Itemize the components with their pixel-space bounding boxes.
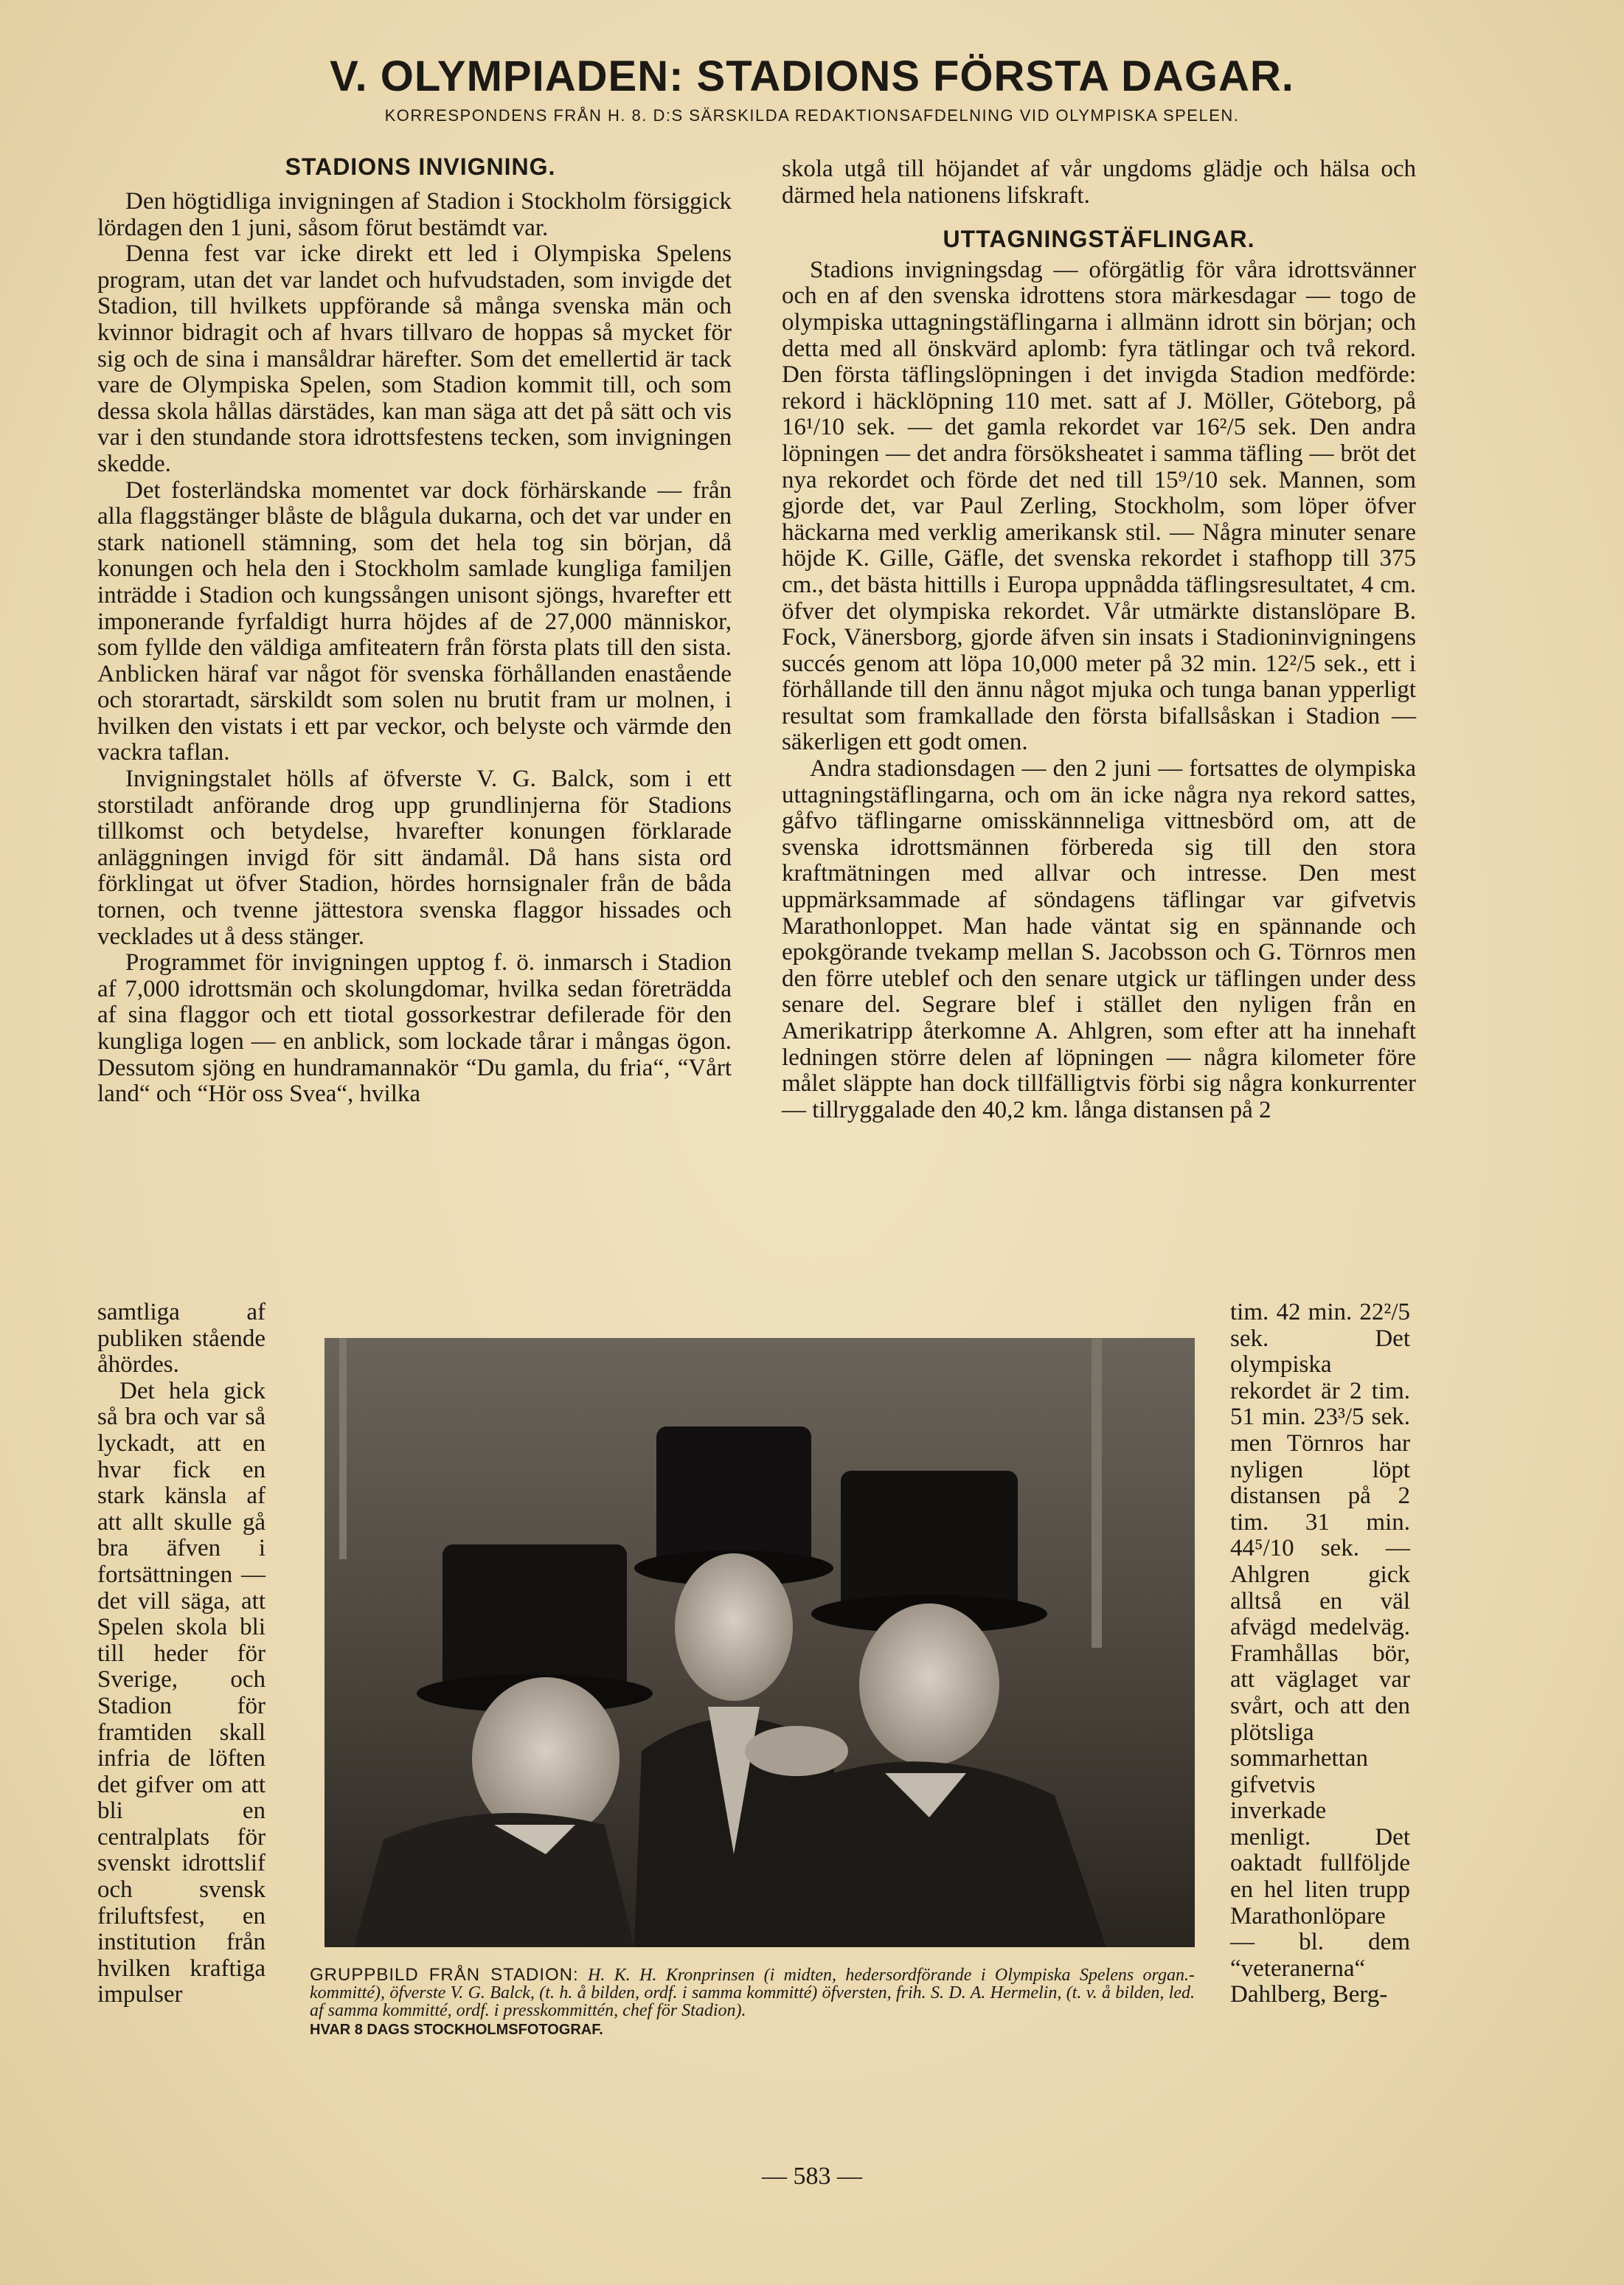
section-heading-uttagning: UTTAGNINGSTÄFLINGAR. [943,226,1255,253]
photo-caption [310,1966,1195,2039]
paragraph: Programmet för invigningen upptog f. ö. inmarsch i Stadion af 7,000 idrottsmän och skolungdomar, hvilka sedan företrädda af sina flaggor och ett tiotal gossorkestrar defilerade för den kungliga logen — en anblick, som lockade tårar i mångas ögon. Dessutom sjöng en hundramannakör “Du gamla, du fria“, “Vårt land“ och “Hör oss Svea“, hvilka [97,949,732,1108]
group-photo [325,1338,1195,1947]
article-title: V. OLYMPIADEN: STADIONS FÖRSTA DAGAR. [330,52,1294,100]
paragraph: Andra stadionsdagen — den 2 juni — fortsattes de olympiska uttagningstäflingarna, och om än icke några nya rekord sattes, gåfvo täflingarne omisskännneliga vittnesbörd om, att de svenska idrottsmännen förbereda sig till den stora kraftmätningen med allvar och intresse. Den mest uppmärksammade af söndagens täflingar var gifvetvis Marathonloppet. Man hade väntat sig en spännande och epokgörande tvekamp mellan S. Jacobsson och G. Törnros men den förre uteblef och den senare utgick ur täflingen under dess senare del. Segrare blef i stället den nyligen från en Amerikatripp återkomne A. Ahlgren, som efter att ha innehaft ledningen större delen af löpningen — några kilometer före målet släppte han dock tillfälligtvis förbi sig några konkurrenter — tillryggalade den 40,2 km. långa distansen på 2 [782,755,1416,1123]
paragraph: Denna fest var icke direkt ett led i Olympiska Spelens program, utan det var landet och hufvudstaden, som invigde det Stadion, till hvilkets uppförande så många svenska män och kvinnor bidragit och af hvars tillvaro de hoppas så mycket för sig och de sina i mansåldrar härefter. Som det emellertid är tack vare de Olympiska Spelen, som Stadion kommit till, och som dessa skola hållas därstädes, kan man säga att det på sätt och vis var i den stundande stora idrottsfestens tecken, som invigningen skedde. [97,240,732,477]
right-narrow-column [1230,1300,1410,2008]
left-column [97,189,732,1108]
paragraph: Den högtidliga invigningen af Stadion i Stockholm försiggick lördagen den 1 juni, såsom förut bestämdt var. [97,188,732,241]
paragraph: Invigningstalet hölls af öfverste V. G. Balck, som i ett storstiladt anförande drog upp grundlinjerna för Stadions tillkomst och betydelse, hvarefter konungen förklarade anläggningen invigd för sitt ändamål. Då hans sista ord förklingat ut öfver Stadion, hördes hornsignaler från de båda tornen, och tvenne jättestora svenska flaggor hissades och vecklades ut å dess stänger. [97,766,732,950]
photo-credit: HVAR 8 DAGS STOCKHOLMSFOTOGRAF. [310,2022,603,2038]
paragraph: Det fosterländska momentet var dock förhärskande — från alla flaggstänger blåste de blågula dukarna, och det var under en stark nationell stämning, som det hela tog sin början, då konungen och hela den i Stockholm samlade kungliga familjen inträdde i Stadion och kungssången unisont sjöngs, hvarefter ett imponerande fyrfaldigt hurra höjdes af de 27,000 människor, som fyllde den väldiga amfiteatern från första plats till den sista. Anblicken häraf var något för svenska förhållanden enastående och storartadt, särskildt som solen nu brutit fram ur molnen, i hvilken den vistats i ett par veckor, och belyste och värmde den vackra taflan. [97,476,732,766]
paragraph: tim. 42 min. 22²/5 sek. Det olympiska rekordet är 2 tim. 51 min. 23³/5 sek. men Törnros har nyligen löpt distansen på 2 tim. 31 min. 44⁵/10 sek. — Ahlgren gick alltså en väl afvägd medelväg. Framhållas bör, att väglaget var svårt, och att den plötsliga sommarhettan gifvetvis inverkade menligt. Det oaktadt fullföljde en hel liten trupp Marathonlöpare — bl. dem “veteranerna“ Dahlberg, Berg- [1230,1299,1410,2008]
right-column [782,156,1416,1123]
paragraph: skola utgå till höjandet af vår ungdoms glädje och hälsa och därmed hela nationens lifskraft. [782,156,1416,209]
caption-lead: GRUPPBILD FRÅN STADION: [310,1965,579,1985]
article-subtitle: KORRESPONDENS FRÅN H. 8. D:S SÄRSKILDA REDAKTIONSAFDELNING VID OLYMPISKA SPELEN. [384,106,1240,125]
paragraph: Det hela gick så bra och var så lyckadt, att en hvar fick en stark känsla af att allt skulle gå bra äfven i fortsättningen — det vill säga, att Spelen skola bli till heder för Sverige, och Stadion för framtiden skall infria de löften det gifver om att bli en centralplats för svenskt idrottslif och svensk friluftsfest, en institution från hvilken kraftiga impulser [97,1377,266,2008]
section-heading-invigning: STADIONS INVIGNING. [285,153,556,180]
caption-body: H. K. H. Kronprinsen (i midten, hedersordförande i Olympiska Spelens organ.-kommitté), öfverste V. G. Balck, (t. h. å bilden, ordf. i samma kommitté) öfversten, frih. S. D. A. Hermelin, (t. v. å bilden, led. af samma kommitté, ordf. i presskommittén, chef för Stadion). [310,1966,1195,2020]
paragraph: Stadions invigningsdag — oförgätlig för våra idrottsvänner och en af den svenska idrottens stora märkesdagar — togo de olympiska uttagningstäflingarna i allmänn idrott sin början; och detta med all önskvärd aplomb: fyra tätlingar och två rekord. Den första täflingslöpningen i det invigda Stadion medförde: rekord i häcklöpning 110 met. satt af J. Möller, Göteborg, på 16¹/10 sek. — det gamla rekordet var 16²/5 sek. Den andra löpningen — det andra försöksheatet i samma täfling — bröt det nya rekordet och förde det ned till 15⁹/10 sek. Mannen, som gjorde det, var Paul Zerling, Stockholm, som löper öfver häckarna med verklig amerikansk stil. — Några minuter senare höjde K. Gille, Gäfle, det svenska rekordet i stafhopp till 375 cm., det bästa hittills i Europa uppnådda täflingsresultatet, 4 cm. öfver det olympiska rekordet. Vår utmärkte distanslöpare B. Fock, Vänersborg, gjorde äfven sin insats i Stadioninvigningens succés genom att löpa 10,000 meter på 32 min. 12²/5 sek., ett i förhållande till den ännu något mjuka och tunga banan ypperligt resultat som framkallade den första bifallsåskan i Stadion — säkerligen ett godt omen. [782,256,1416,756]
group-photo-image [325,1338,1195,1947]
page-number: — 583 — [762,2163,862,2190]
paragraph: samtliga af publiken stående åhördes. [97,1299,266,1379]
left-narrow-column [97,1300,266,2008]
